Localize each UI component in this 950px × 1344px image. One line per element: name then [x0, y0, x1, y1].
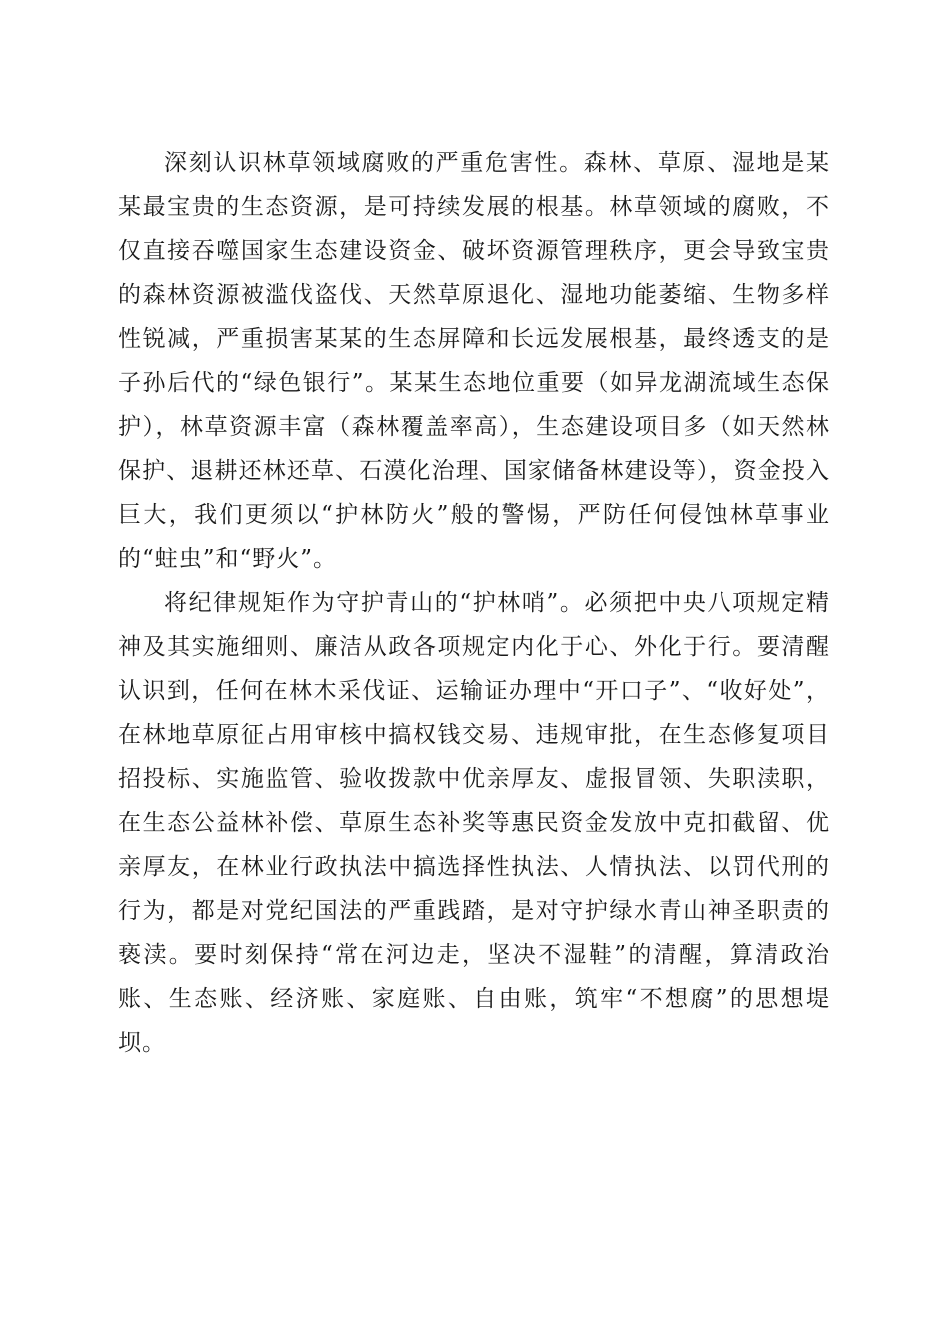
- paragraph-corruption-harm: 深刻认识林草领域腐败的严重危害性。森林、草原、湿地是某某最宝贵的生态资源，是可持续发展的根基。林草领域的腐败，不仅直接吞噬国家生态建设资金、破坏资源管理秩序，更会导致宝贵的森林资源被滥伐盗伐、天然草原退化、湿地功能萎缩、生物多样性锐减，严重损害某某的生态屏障和长远发展根基，最终透支的是子孙后代的“绿色银行”。某某生态地位重要（如异龙湖流域生态保护），林草资源丰富（森林覆盖率高），生态建设项目多（如天然林保护、退耕还林还草、石漠化治理、国家储备林建设等），资金投入巨大，我们更须以“护林防火”般的警惕，严防任何侵蚀林草事业的“蛀虫”和“野火”。: [118, 150, 830, 572]
- document-body: [118, 141, 830, 1065]
- paragraph-discipline-rules: 将纪律规矩作为守护青山的“护林哨”。必须把中央八项规定精神及其实施细则、廉洁从政各项规定内化于心、外化于行。要清醒认识到，任何在林木采伐证、运输证办理中“开口子”、“收好处”，在林地草原征占用审核中搞权钱交易、违规审批，在生态修复项目招投标、实施监管、验收拨款中优亲厚友、虚报冒领、失职渎职，在生态公益林补偿、草原生态补奖等惠民资金发放中克扣截留、优亲厚友，在林业行政执法中搞选择性执法、人情执法、以罚代刑的行为，都是对党纪国法的严重践踏，是对守护绿水青山神圣职责的亵渎。要时刻保持“常在河边走，坚决不湿鞋”的清醒，算清政治账、生态账、经济账、家庭账、自由账，筑牢“不想腐”的思想堤坝。: [118, 590, 830, 1056]
